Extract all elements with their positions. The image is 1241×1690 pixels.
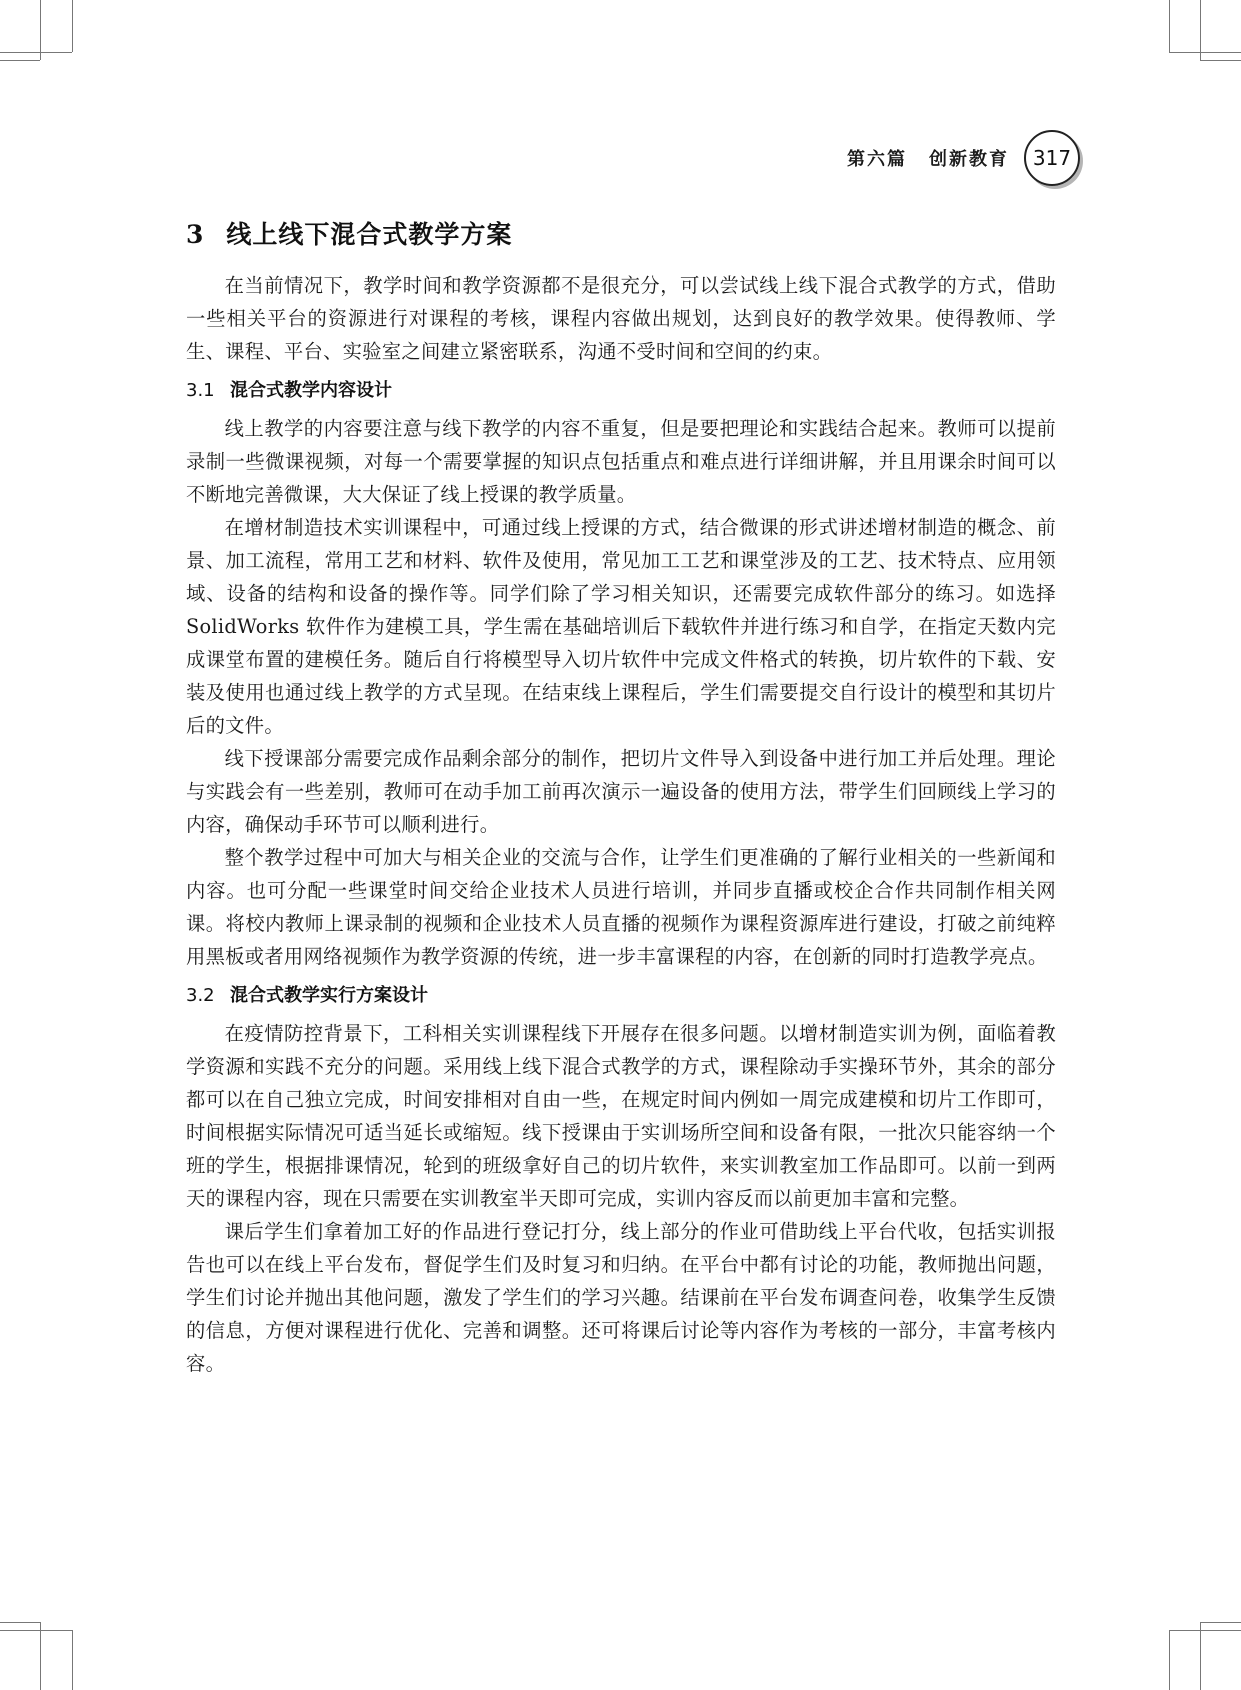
crop-mark-bottom-right-v	[1169, 1630, 1170, 1690]
paragraph: 线下授课部分需要完成作品剩余部分的制作，把切片文件导入到设备中进行加工并后处理。理论与实践会有一些差别，教师可在动手加工前再次演示一遍设备的使用方法，带学生们回顾线上学习的内容，确保动手环节可以顺利进行。	[186, 747, 1056, 836]
crop-mark-top-right-v	[1169, 0, 1170, 52]
crop-mark-bottom-left-h	[0, 1630, 72, 1631]
subsection-title: 混合式教学实行方案设计	[230, 985, 428, 1006]
subsection-heading-3-2	[186, 981, 1056, 1007]
running-header	[847, 138, 1009, 178]
crop-mark-top-left-v	[72, 0, 73, 52]
crop-mark-bottom-left-v2	[40, 1622, 41, 1690]
paragraph: 线上教学的内容要注意与线下教学的内容不重复，但是要把理论和实践结合起来。教师可以提前录制一些微课视频，对每一个需要掌握的知识点包括重点和难点进行详细讲解，并且用课余时间可以不断地完善微课，大大保证了线上授课的教学质量。	[186, 417, 1056, 506]
crop-mark-bottom-left-h2	[0, 1622, 40, 1623]
subsection-number: 3.1	[186, 380, 215, 401]
crop-mark-top-left-v2	[40, 0, 41, 60]
section-intro-paragraph: 在当前情况下，教学时间和教学资源都不是很充分，可以尝试线上线下混合式教学的方式，借助一些相关平台的资源进行对课程的考核，课程内容做出规划，达到良好的教学效果。使得教师、学生、课程、平台、实验室之间建立紧密联系，沟通不受时间和空间的约束。	[186, 274, 1056, 363]
crop-mark-top-left-h2	[0, 60, 40, 61]
crop-mark-top-right-v2	[1200, 0, 1201, 60]
page-body	[186, 215, 1056, 1380]
subsection-number: 3.2	[186, 985, 215, 1006]
crop-mark-bottom-right-v2	[1200, 1622, 1201, 1690]
section-heading	[186, 215, 1056, 251]
paragraph: 整个教学过程中可加大与相关企业的交流与合作，让学生们更准确的了解行业相关的一些新闻和内容。也可分配一些课堂时间交给企业技术人员进行培训，并同步直播或校企合作共同制作相关网课。将校内教师上课录制的视频和企业技术人员直播的视频作为课程资源库进行建设，打破之前纯粹用黑板或者用网络视频作为教学资源的传统，进一步丰富课程的内容，在创新的同时打造教学亮点。	[186, 846, 1056, 968]
crop-mark-top-right-h	[1169, 52, 1241, 53]
section-title: 线上线下混合式教学方案	[226, 220, 513, 249]
paragraph: 在增材制造技术实训课程中，可通过线上授课的方式，结合微课的形式讲述增材制造的概念、前景、加工流程，常用工艺和材料、软件及使用，常见加工工艺和课堂涉及的工艺、技术特点、应用领域、设备的结构和设备的操作等。同学们除了学习相关知识，还需要完成软件部分的练习。如选择 SolidWorks 软件作为建模工具，学生需在基础培训后下载软件并进行练习和自学，在指定天数内完成课堂布置的建模任务。随后自行将模型导入切片软件中完成文件格式的转换，切片软件的下载、安装及使用也通过线上教学的方式呈现。在结束线上课程后，学生们需要提交自行设计的模型和其切片后的文件。	[186, 516, 1056, 737]
paragraph: 课后学生们拿着加工好的作品进行登记打分，线上部分的作业可借助线上平台代收，包括实训报告也可以在线上平台发布，督促学生们及时复习和归纳。在平台中都有讨论的功能，教师抛出问题，学生们讨论并抛出其他问题，激发了学生们的学习兴趣。结课前在平台发布调查问卷，收集学生反馈的信息，方便对课程进行优化、完善和调整。还可将课后讨论等内容作为考核的一部分，丰富考核内容。	[186, 1220, 1056, 1375]
paragraph: 在疫情防控背景下，工科相关实训课程线下开展存在很多问题。以增材制造实训为例，面临着教学资源和实践不充分的问题。采用线上线下混合式教学的方式，课程除动手实操环节外，其余的部分都可以在自己独立完成，时间安排相对自由一些，在规定时间内例如一周完成建模和切片工作即可，时间根据实际情况可适当延长或缩短。线下授课由于实训场所空间和设备有限，一批次只能容纳一个班的学生，根据排课情况，轮到的班级拿好自己的切片软件，来实训教室加工作品即可。以前一到两天的课程内容，现在只需要在实训教室半天即可完成，实训内容反而以前更加丰富和完整。	[186, 1022, 1056, 1210]
crop-mark-bottom-right-h	[1169, 1630, 1241, 1631]
crop-mark-bottom-left-v	[72, 1630, 73, 1690]
part-title: 创新教育	[929, 149, 1009, 170]
crop-mark-top-left-h	[0, 52, 72, 53]
subsection-title: 混合式教学内容设计	[230, 380, 392, 401]
section-number: 3	[186, 220, 205, 249]
crop-mark-bottom-right-h2	[1200, 1622, 1241, 1623]
crop-mark-top-right-h2	[1200, 60, 1241, 61]
part-label: 第六篇	[847, 149, 907, 170]
page-number: 317	[1024, 130, 1080, 186]
subsection-heading-3-1	[186, 376, 1056, 402]
